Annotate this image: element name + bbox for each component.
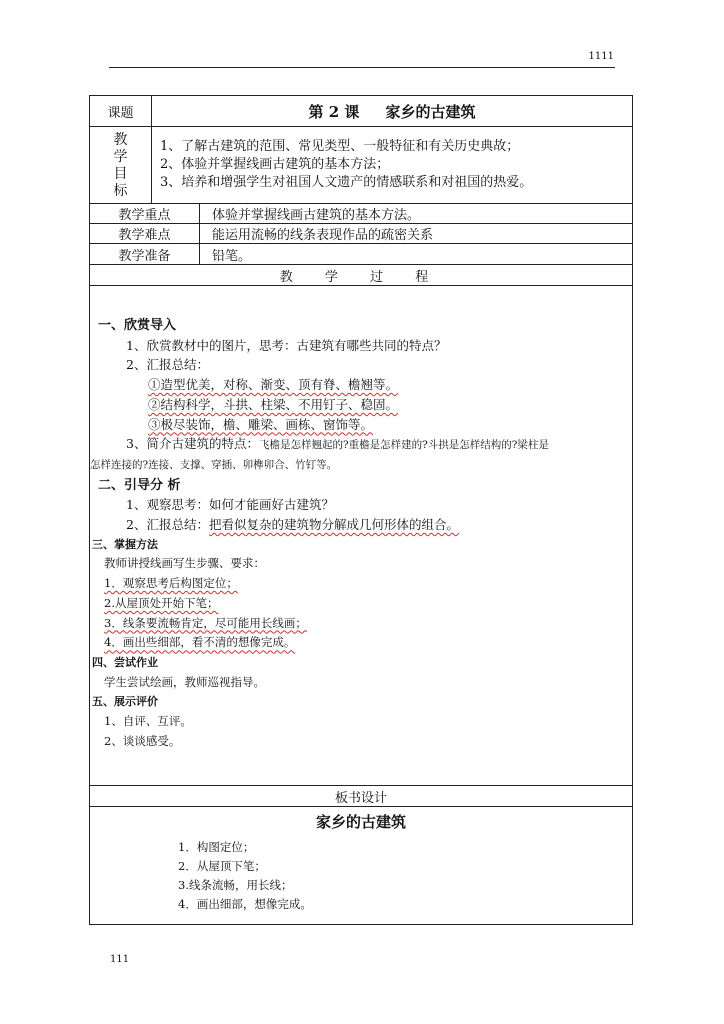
row-board-header: [90, 786, 633, 807]
section-2-para: 1、观察思考：如何才能画好古建筑？: [126, 497, 334, 513]
goal-item: 1、了解古建筑的范围、常见类型、一般特征和有关历史典故；: [160, 139, 520, 154]
evaluation-item: 1、自评、互评。: [104, 714, 192, 729]
board-body: [90, 807, 633, 925]
feature-item: ③极尽装饰，檐、雕梁、画栋、窗饰等。: [148, 416, 374, 432]
section-1-para: 3、简介古建筑的特点：飞檐是怎样翘起的?重檐是怎样建的?斗拱是怎样结构的?梁柱是: [126, 436, 549, 452]
row-board: [90, 807, 633, 925]
lesson-plan-table: [89, 95, 633, 925]
lesson-number: 第 2 课: [308, 102, 360, 121]
section-1-para: 2、汇报总结：: [126, 357, 209, 373]
section-2-title: 二、引导分 析: [98, 477, 181, 493]
key-point-label: 教学重点: [90, 204, 200, 224]
method-step: 3．线条要流畅肯定，尽可能用长线画；: [104, 615, 307, 630]
process-body: [90, 286, 633, 786]
section-4-para: 学生尝试绘画，教师巡视指导。: [104, 674, 265, 689]
section-4-title: 四、尝试作业: [92, 655, 158, 669]
board-title: 家乡的古建筑: [315, 813, 406, 832]
key-point-value: 体验并掌握线画古建筑的基本方法。: [200, 204, 633, 224]
board-item: 3.线条流畅，用长线；: [178, 878, 293, 893]
topic-label: 课题: [90, 96, 152, 127]
row-topic: [90, 96, 633, 127]
process-header: 教 学 过 程: [90, 265, 633, 286]
goals-list: [152, 127, 633, 204]
lesson-title: [152, 96, 633, 127]
feature-item: ②结构科学，斗拱、柱梁、不用钉子、稳固。: [148, 396, 399, 412]
row-goals: [90, 127, 633, 204]
method-step: 2.从屋顶处开始下笔；: [104, 595, 219, 610]
goal-item: 3、培养和增强学生对祖国人文遗产的情感联系和对祖国的热爱。: [160, 175, 533, 190]
section-1-para-cont: 怎样连接的?连接、支撑、穿插、卯榫卯合、竹钉等。: [90, 458, 338, 471]
footer-page-number: 111: [110, 954, 130, 965]
section-3-intro: 教师讲授线画写生步骤、要求：: [104, 556, 265, 571]
board-item: 2．从屋顶下笔；: [178, 859, 266, 874]
preparation-label: 教学准备: [90, 244, 200, 265]
board-header: 板书设计: [90, 786, 633, 807]
section-1-para: 1、欣赏教材中的图片，思考：古建筑有哪些共同的特点？: [126, 337, 447, 353]
row-difficulty: [90, 224, 633, 244]
row-preparation: [90, 244, 633, 265]
feature-item: ①造型优美，对称、渐变、顶有脊、檐翘等。: [148, 377, 399, 393]
section-2-para: 2、汇报总结：把看似复杂的建筑物分解成几何形体的组合。: [126, 517, 459, 533]
method-step: 4．画出些细部，看不清的想像完成。: [104, 635, 296, 650]
board-item: 4．画出细部，想像完成。: [178, 897, 312, 912]
method-step: 1．观察思考后构图定位；: [104, 576, 238, 591]
evaluation-item: 2、谈谈感受。: [104, 733, 181, 748]
row-process: [90, 286, 633, 786]
section-1-title: 一、欣赏导入: [98, 318, 177, 333]
lesson-name: 家乡的古建筑: [385, 102, 476, 121]
header-page-number: 1111: [588, 51, 614, 62]
header-rule: [109, 67, 615, 68]
section-3-title: 三、掌握方法: [92, 537, 158, 551]
board-item: 1．构图定位；: [178, 840, 255, 855]
section-5-title: 五、展示评价: [92, 695, 158, 709]
row-key-point: [90, 204, 633, 224]
difficulty-label: 教学难点: [90, 224, 200, 244]
goals-label: 教 学 目 标: [90, 127, 152, 204]
difficulty-value: 能运用流畅的线条表现作品的疏密关系: [200, 224, 633, 244]
preparation-value: 铅笔。: [200, 244, 633, 265]
goal-item: 2、体验并掌握线画古建筑的基本方法；: [160, 157, 390, 172]
row-process-header: [90, 265, 633, 286]
